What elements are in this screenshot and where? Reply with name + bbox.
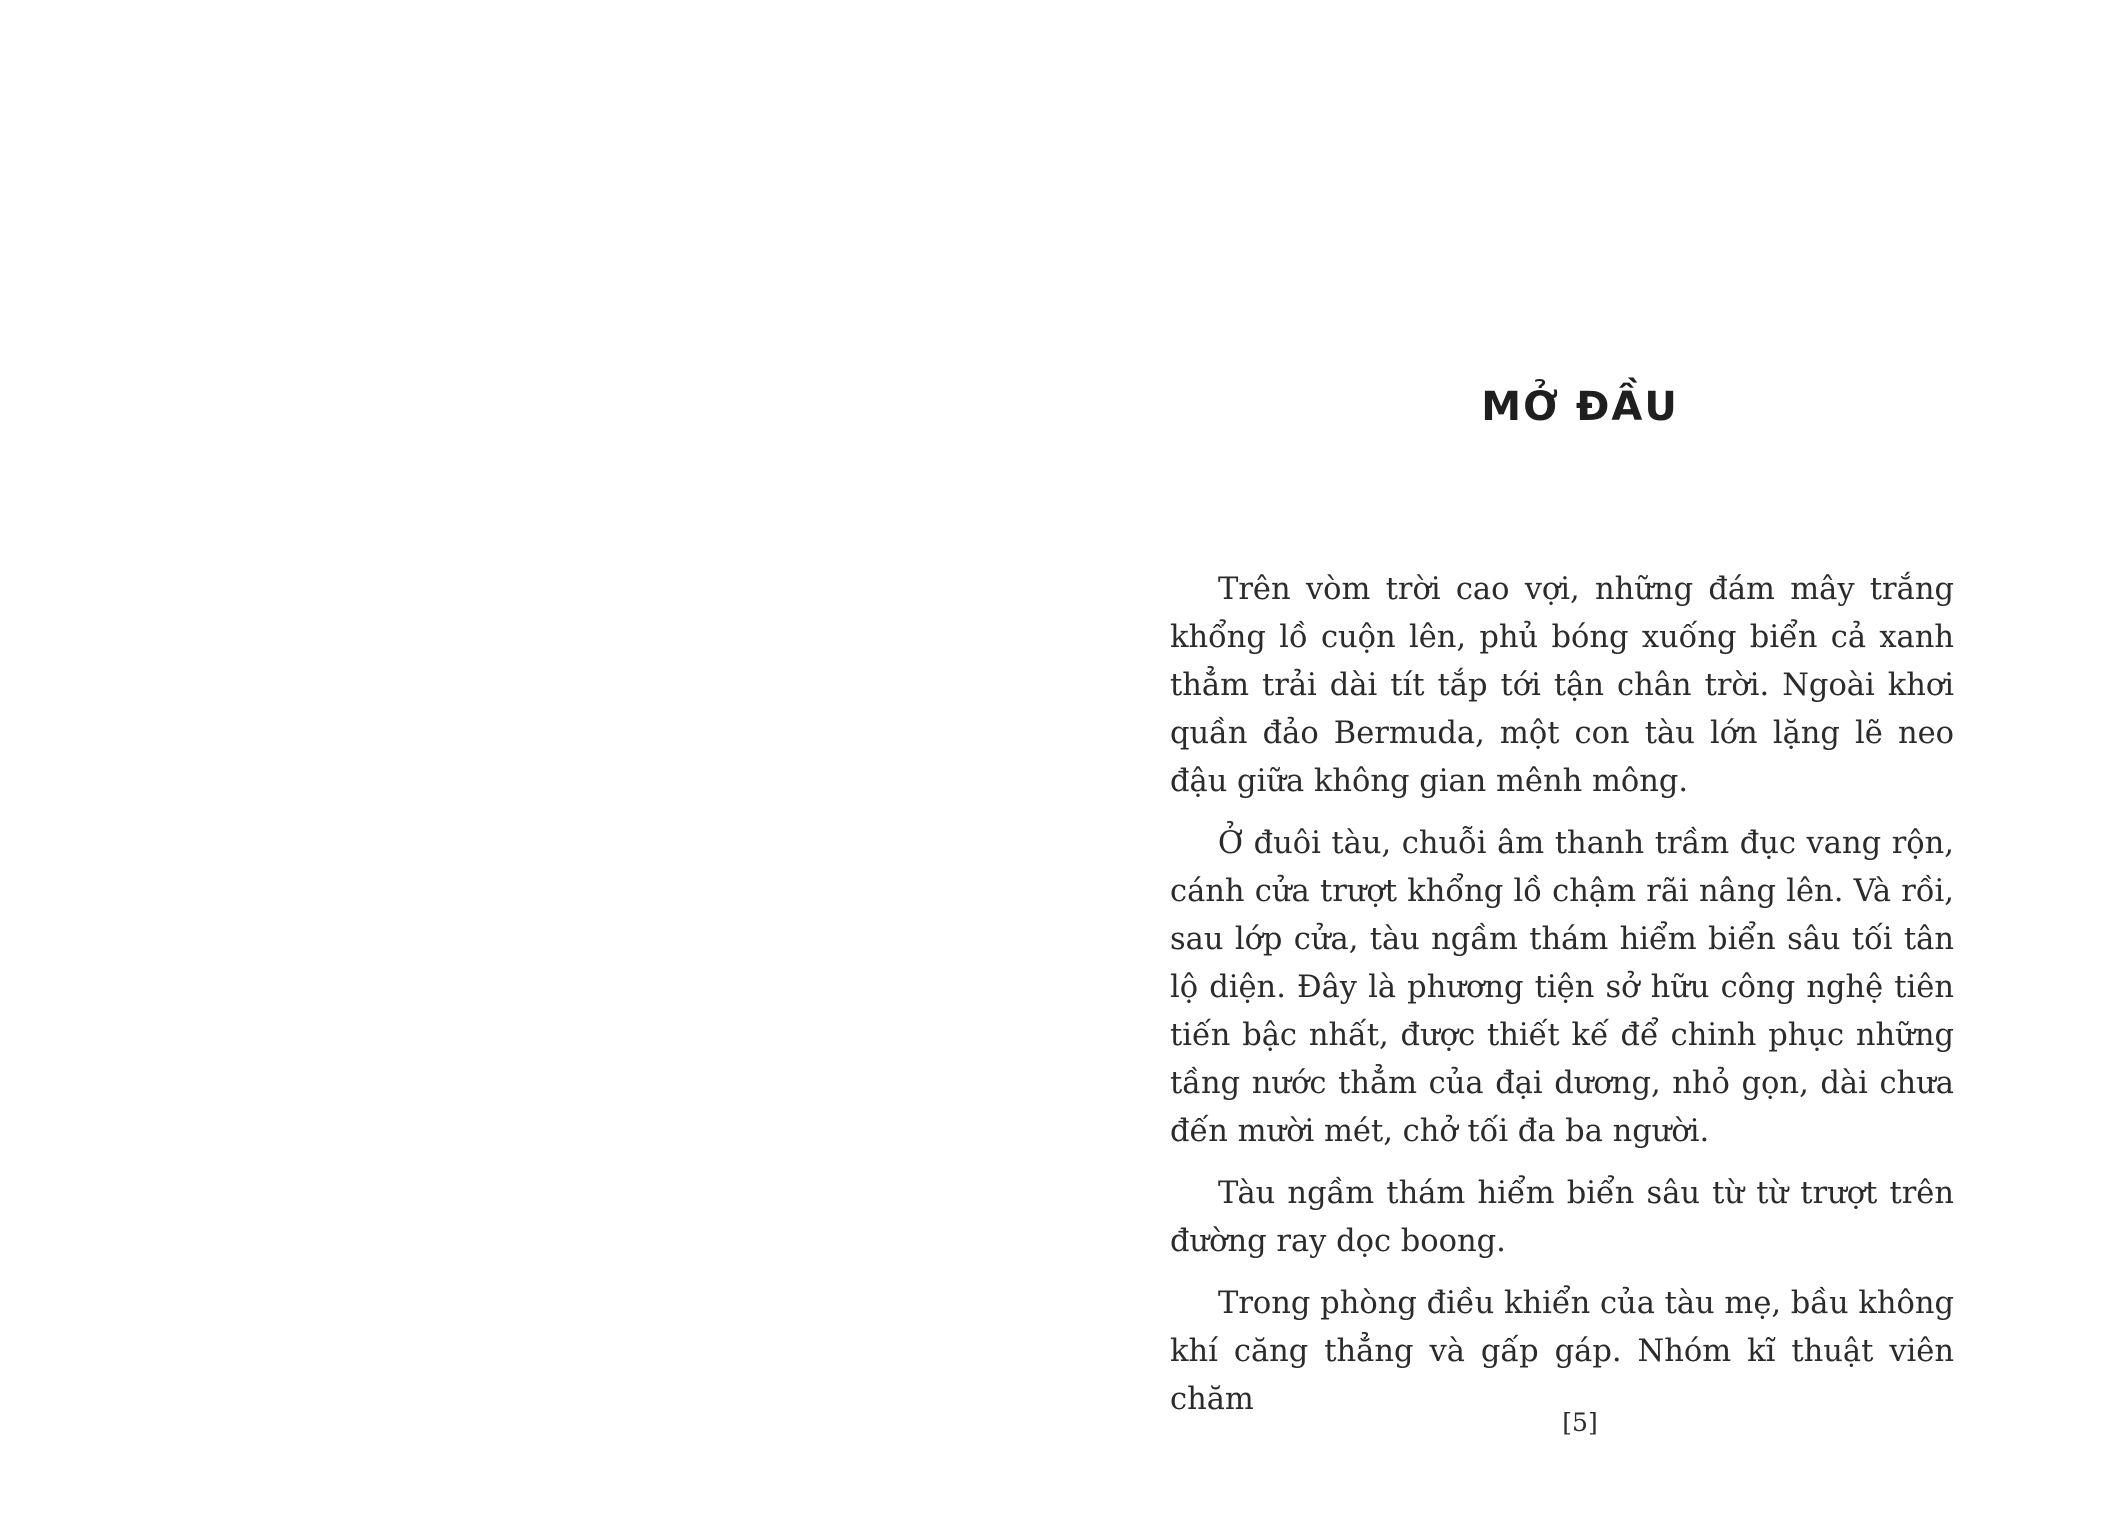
paragraph: Trong phòng điều khiển của tàu mẹ, bầu không khí căng thẳng và gấp gáp. Nhóm kĩ thuật viên chăm	[1170, 1286, 1954, 1417]
paragraph: Ở đuôi tàu, chuỗi âm thanh trầm đục vang rộn, cánh cửa trượt khổng lồ chậm rãi nâng lên. Và rồi, sau lớp cửa, tàu ngầm thám hiểm biển sâu tối tân lộ diện. Đây là phương tiện sở hữu công nghệ tiên tiến bậc nhất, được thiết kế để chinh phục những tầng nước thẳm của đại dương, nhỏ gọn, dài chưa đến mười mét, chở tối đa ba người.	[1170, 826, 1954, 1149]
left-page-blank	[0, 0, 1053, 1528]
paragraph: Trên vòm trời cao vợi, những đám mây trắng khổng lồ cuộn lên, phủ bóng xuống biển cả xanh thẳm trải dài tít tắp tới tận chân trời. Ngoài khơi quần đảo Bermuda, một con tàu lớn lặng lẽ neo đậu giữa không gian mênh mông.	[1170, 572, 1954, 799]
paragraph: Tàu ngầm thám hiểm biển sâu từ từ trượt trên đường ray dọc boong.	[1170, 1176, 1954, 1259]
right-page	[1053, 0, 2107, 1528]
page-number: [5]	[1562, 1408, 1598, 1437]
chapter-title: MỞ ĐẦU	[1481, 384, 1679, 430]
body-text	[1170, 566, 1954, 1438]
